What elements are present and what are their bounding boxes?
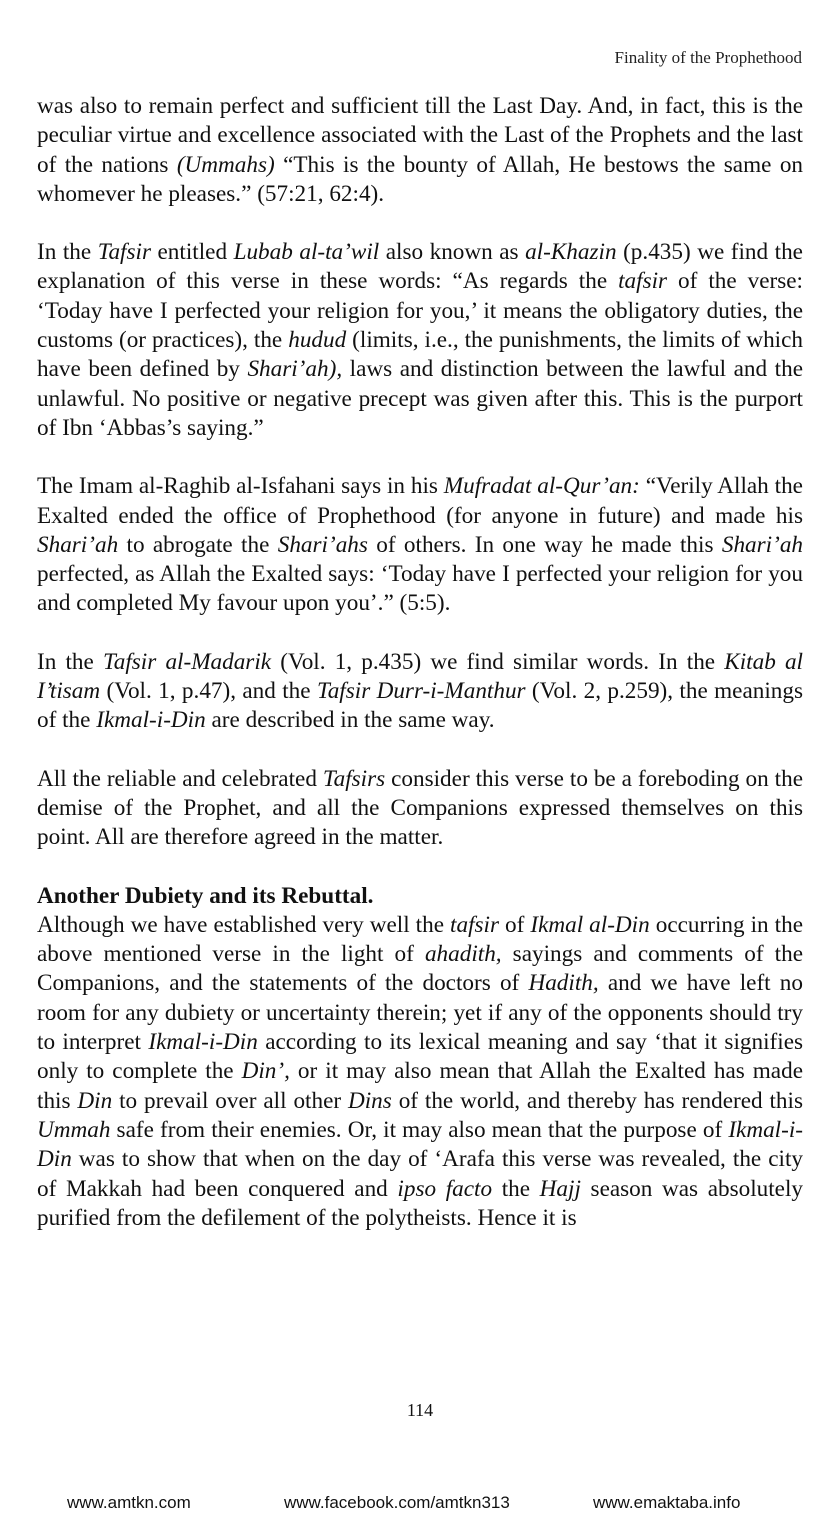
text-run: In the	[37, 239, 98, 266]
italic-term: Hadith,	[528, 970, 599, 997]
text-run: according to its lexical meaning and say ‘that it signifies only to complete the	[37, 1029, 804, 1085]
text-run: the	[492, 1175, 540, 1202]
italic-term: Ikmal-i-Din	[37, 1116, 803, 1173]
italic-term: Ikmal-i-Din	[96, 707, 206, 734]
italic-term: tafsir	[450, 911, 499, 938]
footer-link-facebook: www.facebook.com/amtkn313	[284, 1493, 510, 1512]
italic-term: ipso facto	[397, 1175, 493, 1202]
italic-term: Mufradat al-Qur’an:	[443, 473, 640, 500]
italic-term: al-Khazin	[525, 239, 617, 266]
text-run: to abrogate the	[118, 531, 278, 558]
italic-term: Kitab al I’tisam	[37, 648, 803, 705]
text-run: (p.435) we find the explanation of this verse in these words: “As regards the	[37, 239, 803, 295]
italic-term: Shari’ahs	[277, 531, 368, 558]
text-run: also known as	[379, 239, 526, 266]
text-run: (Vol. 2, p.259), the meanings of the	[37, 678, 803, 734]
paragraph-4	[37, 648, 803, 736]
text-run: of the verse: ‘Today have I perfected your religion for you,’ it means the obligatory duties, the customs (or practices), the	[37, 268, 803, 354]
italic-term: Din’,	[241, 1058, 290, 1085]
italic-term: tafsir	[618, 268, 668, 295]
text-run: “This is the bounty of Allah, He bestows the same on whomever he pleases.” (57:21, 62:4).	[37, 151, 804, 207]
text-run: (Vol. 1, p.47), and the	[100, 678, 317, 705]
text-run: consider this verse to be a foreboding on the demise of the Prophet, and all the Companions expressed themselves on this point. All are therefore agreed in the matter.	[37, 765, 803, 851]
text-run: of	[499, 911, 531, 938]
paragraph-6	[37, 911, 803, 1233]
text-run: (Vol. 1, p.435) we find similar words. In the	[271, 648, 725, 675]
footer-link-amtkn: www.amtkn.com	[67, 1493, 191, 1512]
italic-term: Ikmal al-Din	[530, 911, 650, 938]
italic-term: Din	[77, 1087, 113, 1114]
page-number: 114	[406, 1400, 434, 1420]
text-run: occurring in the above mentioned verse in the light of	[37, 911, 803, 968]
text-run: was to show that when on the day of ‘Arafa this verse was revealed, the city of Makkah had been conquered and	[37, 1146, 803, 1202]
italic-term: Ikmal-i-Din	[148, 1029, 258, 1056]
text-run: of others. In one way he made this	[367, 531, 722, 558]
paragraph-2	[37, 238, 803, 443]
text-run: (limits, i.e., the punishments, the limits of which have been defined by	[37, 327, 804, 383]
text-run: entitled	[150, 239, 234, 266]
page-body	[37, 92, 803, 1233]
italic-term: Shari’ah),	[247, 356, 343, 383]
italic-term: hudud	[288, 327, 347, 354]
italic-term: Shari’ah	[37, 531, 119, 558]
text-run: sayings and comments of the Companions, and the statements of the doctors of	[37, 941, 803, 997]
text-run: and we have left no room for any dubiety or uncertainty therein; yet if any of the opponents should try to interpret	[37, 970, 803, 1056]
italic-term: Shari’ah	[721, 531, 803, 558]
italic-term: Dins	[347, 1087, 392, 1114]
italic-term: (Ummahs)	[176, 151, 275, 178]
text-run: laws and distinction between the lawful and the unlawful. No positive or negative precept was given after this. This is the purport of Ibn ‘Abbas’s saying.”	[37, 356, 803, 441]
text-run: safe from their enemies. Or, it may also mean that the purpose of	[110, 1116, 729, 1143]
italic-term: Tafsir	[97, 239, 151, 266]
italic-term: Tafsirs	[322, 765, 386, 792]
italic-term: Tafsir Durr-i-Manthur	[316, 678, 526, 705]
text-run: In the	[37, 648, 103, 675]
section-heading: Another Dubiety and its Rebuttal.	[37, 882, 374, 909]
paragraph-1	[37, 92, 803, 209]
paragraph-3	[37, 472, 803, 618]
text-run: to prevail over all other	[112, 1087, 348, 1114]
italic-term: Hajj	[539, 1175, 581, 1202]
text-run: The Imam al-Raghib al-Isfahani says in his	[37, 473, 444, 500]
italic-term: Tafsir al-Madarik	[102, 648, 272, 675]
text-run: Although we have established very well the	[37, 911, 451, 938]
text-run: “Verily Allah the Exalted ended the office of Prophethood (for anyone in future) and made his	[37, 473, 803, 529]
italic-term: Lubab al-ta’wil	[233, 239, 380, 266]
paragraph-5	[37, 765, 803, 853]
text-run: or it may also mean that Allah the Exalted has made this	[37, 1058, 803, 1114]
text-run: All the reliable and celebrated	[37, 765, 323, 792]
running-header: Finality of the Prophethood	[614, 48, 802, 67]
text-run: are described in the same way.	[205, 707, 495, 734]
italic-term: ahadith,	[424, 941, 502, 968]
text-run: perfected, as Allah the Exalted says: ‘Today have I perfected your religion for you and completed My favour upon you’.” (5:5).	[37, 561, 803, 617]
footer-link-emaktaba: www.emaktaba.info	[593, 1493, 741, 1512]
text-run: of the world, and thereby has rendered this	[391, 1087, 803, 1114]
footer	[0, 1493, 840, 1523]
text-run: was also to remain perfect and sufficient till the Last Day. And, in fact, this is the peculiar virtue and excellence associated with the Last of the Prophets and the last of the nations	[37, 93, 803, 178]
text-run: season was absolutely purified from the defilement of the polytheists. Hence it is	[37, 1175, 803, 1231]
italic-term: Ummah	[37, 1116, 111, 1143]
